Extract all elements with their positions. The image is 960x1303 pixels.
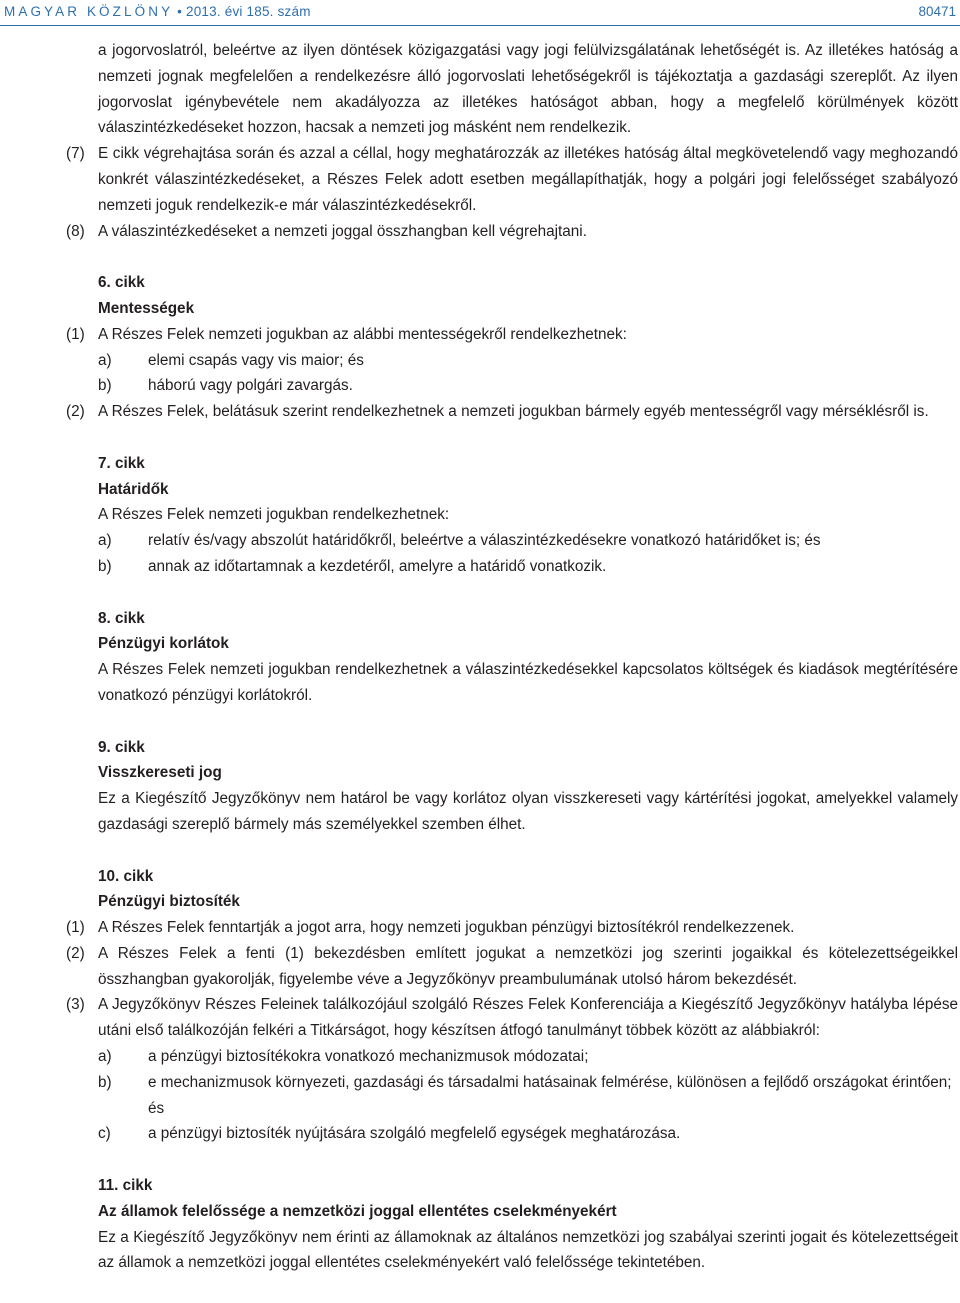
list-letter: b) — [98, 557, 112, 575]
paragraph-7 — [0, 141, 960, 218]
list-text: háború vagy polgári zavargás. — [148, 377, 353, 395]
paragraph-text: a jogorvoslatról, beleértve az ilyen döntések közigazgatási vagy jogi felülvizsgálatának lehetőségét is. Az illetékes hatóság a nemzeti jognak megfelelően a rendelkezésre álló jogorvoslati lehetőségekről is tájékoztatja a gazdasági szereplőt. Az ilyen jogorvoslat igénybevétele nem akadályozza az illetékes hatóságot abban, hogy a megfelelő körülmények között válaszintézkedéseket hozzon, hacsak a nemzeti jog másként nem rendelkezik. — [98, 42, 958, 137]
article-9-title: Visszkereseti jog — [98, 764, 222, 782]
paragraph-text: A válaszintézkedéseket a nemzeti joggal összhangban kell végrehajtani. — [98, 222, 587, 240]
article-9-number: 9. cikk — [98, 738, 145, 756]
article-7-number: 7. cikk — [98, 454, 145, 472]
article-6-title: Mentességek — [98, 299, 195, 317]
paragraph-text: Ez a Kiegészítő Jegyzőkönyv nem érinti az államoknak az általános nemzetközi jog szabályai szerinti jogait és kötelezettségeit az államok a nemzetközi joggal ellentétes cselekményekért való felelőssége tekintetében. — [98, 1228, 958, 1272]
article-6-paragraph-2 — [0, 399, 960, 425]
list-text: annak az időtartamnak a kezdetéről, amelyre a határidő vonatkozik. — [148, 557, 607, 575]
page-number: 80471 — [918, 4, 956, 19]
list-letter: c) — [98, 1125, 111, 1143]
list-item — [0, 554, 960, 580]
article-9-text — [0, 786, 960, 838]
list-text: a pénzügyi biztosítékokra vonatkozó mechanizmusok módozatai; — [148, 1048, 589, 1066]
paragraph-text: A Jegyzőkönyv Részes Feleinek találkozójául szolgáló Részes Felek Konferenciája a Kiegészítő Jegyzőkönyv hatályba lépése utáni első találkozóján felkéri a Titkárságot, hogy készítsen átfogó tanulmányt többek között az alábbiakról: — [98, 996, 958, 1040]
paragraph-text: Ez a Kiegészítő Jegyzőkönyv nem határol be vagy korlátoz olyan visszkereseti vagy kártérítési jogokat, amelyekkel valamely gazdasági szereplő bármely más személyekkel szemben élhet. — [98, 790, 958, 833]
article-10-paragraph-1 — [0, 915, 960, 941]
article-11-number: 11. cikk — [98, 1177, 153, 1195]
list-item — [0, 528, 960, 554]
list-letter: b) — [98, 1073, 112, 1091]
list-text: e mechanizmusok környezeti, gazdasági és társadalmi hatásainak felmérése, különösen a fejlődő országokat érintően; és — [148, 1073, 952, 1117]
document-body — [0, 38, 960, 1276]
list-text: a pénzügyi biztosíték nyújtására szolgáló megfelelő egységek meghatározása. — [148, 1125, 681, 1143]
list-text: relatív és/vagy abszolút határidőkről, beleértve a válaszintézkedésekre vonatkozó határidőket is; és — [148, 532, 821, 550]
paragraph-number: (3) — [66, 996, 85, 1014]
article-10-title: Pénzügyi biztosíték — [98, 893, 240, 911]
list-letter: a) — [98, 532, 112, 550]
list-item — [0, 1044, 960, 1070]
list-letter: a) — [98, 351, 112, 369]
list-item — [0, 348, 960, 374]
paragraph-number: (1) — [66, 919, 85, 937]
list-item — [0, 1070, 960, 1122]
paragraph-text: A Részes Felek nemzeti jogukban rendelkezhetnek: — [98, 506, 450, 524]
article-11-title: Az államok felelőssége a nemzetközi joggal ellentétes cselekményekért — [98, 1202, 617, 1220]
list-item — [0, 373, 960, 399]
paragraph-number: (2) — [66, 944, 85, 962]
paragraph-continuation — [0, 38, 960, 141]
paragraph-number: (7) — [66, 145, 85, 163]
page-header — [0, 0, 960, 26]
list-letter: b) — [98, 377, 112, 395]
issue-label: 2013. évi 185. szám — [186, 4, 311, 19]
article-7-title: Határidők — [98, 480, 169, 498]
journal-title: MAGYAR KÖZLÖNY — [4, 4, 174, 19]
paragraph-text: A Részes Felek nemzeti jogukban az alábbi mentességekről rendelkezhetnek: — [98, 325, 627, 343]
paragraph-text: A Részes Felek a fenti (1) bekezdésben említett jogukat a nemzetközi jog szerinti jogaikkal és kötelezettségeikkel összhangban gyakorolják, figyelembe véve a Jegyzőkönyv preambulumának utolsó három bekezdését. — [98, 944, 958, 988]
article-10-paragraph-3 — [0, 992, 960, 1044]
paragraph-number: (1) — [66, 325, 85, 343]
paragraph-number: (8) — [66, 222, 85, 240]
paragraph-number: (2) — [66, 403, 85, 421]
article-6-number: 6. cikk — [98, 274, 145, 292]
article-6-paragraph-1 — [0, 322, 960, 348]
article-8-title: Pénzügyi korlátok — [98, 635, 229, 653]
article-8-number: 8. cikk — [98, 609, 145, 627]
paragraph-text: A Részes Felek, belátásuk szerint rendelkezhetnek a nemzeti jogukban bármely egyéb mentességről vagy mérséklésről is. — [98, 403, 929, 421]
paragraph-text: A Részes Felek nemzeti jogukban rendelkezhetnek a válaszintézkedésekkel kapcsolatos költségek és kiadások megtérítésére vonatkozó pénzügyi korlátokról. — [98, 661, 958, 704]
article-8-text — [0, 657, 960, 709]
article-7-intro — [0, 502, 960, 528]
paragraph-8 — [0, 219, 960, 245]
paragraph-text: A Részes Felek fenntartják a jogot arra, hogy nemzeti jogukban pénzügyi biztosítékról rendelkezzenek. — [98, 919, 795, 937]
article-10-number: 10. cikk — [98, 867, 154, 885]
journal-header — [4, 4, 311, 19]
article-10-paragraph-2 — [0, 941, 960, 993]
list-text: elemi csapás vagy vis maior; és — [148, 351, 364, 369]
list-item — [0, 1121, 960, 1147]
header-divider — [0, 25, 960, 26]
article-11-text — [0, 1225, 960, 1277]
paragraph-text: E cikk végrehajtása során és azzal a céllal, hogy meghatározzák az illetékes hatóság által megkövetelendő vagy meghozandó konkrét válaszintézkedéseket, a Részes Felek adott esetben megállapíthatják, hogy a polgári jogi felelősséget szabályozó nemzeti joguk rendelkezik-e már válaszintézkedésekről. — [98, 145, 958, 214]
list-letter: a) — [98, 1048, 112, 1066]
header-bullet: • — [177, 4, 183, 19]
